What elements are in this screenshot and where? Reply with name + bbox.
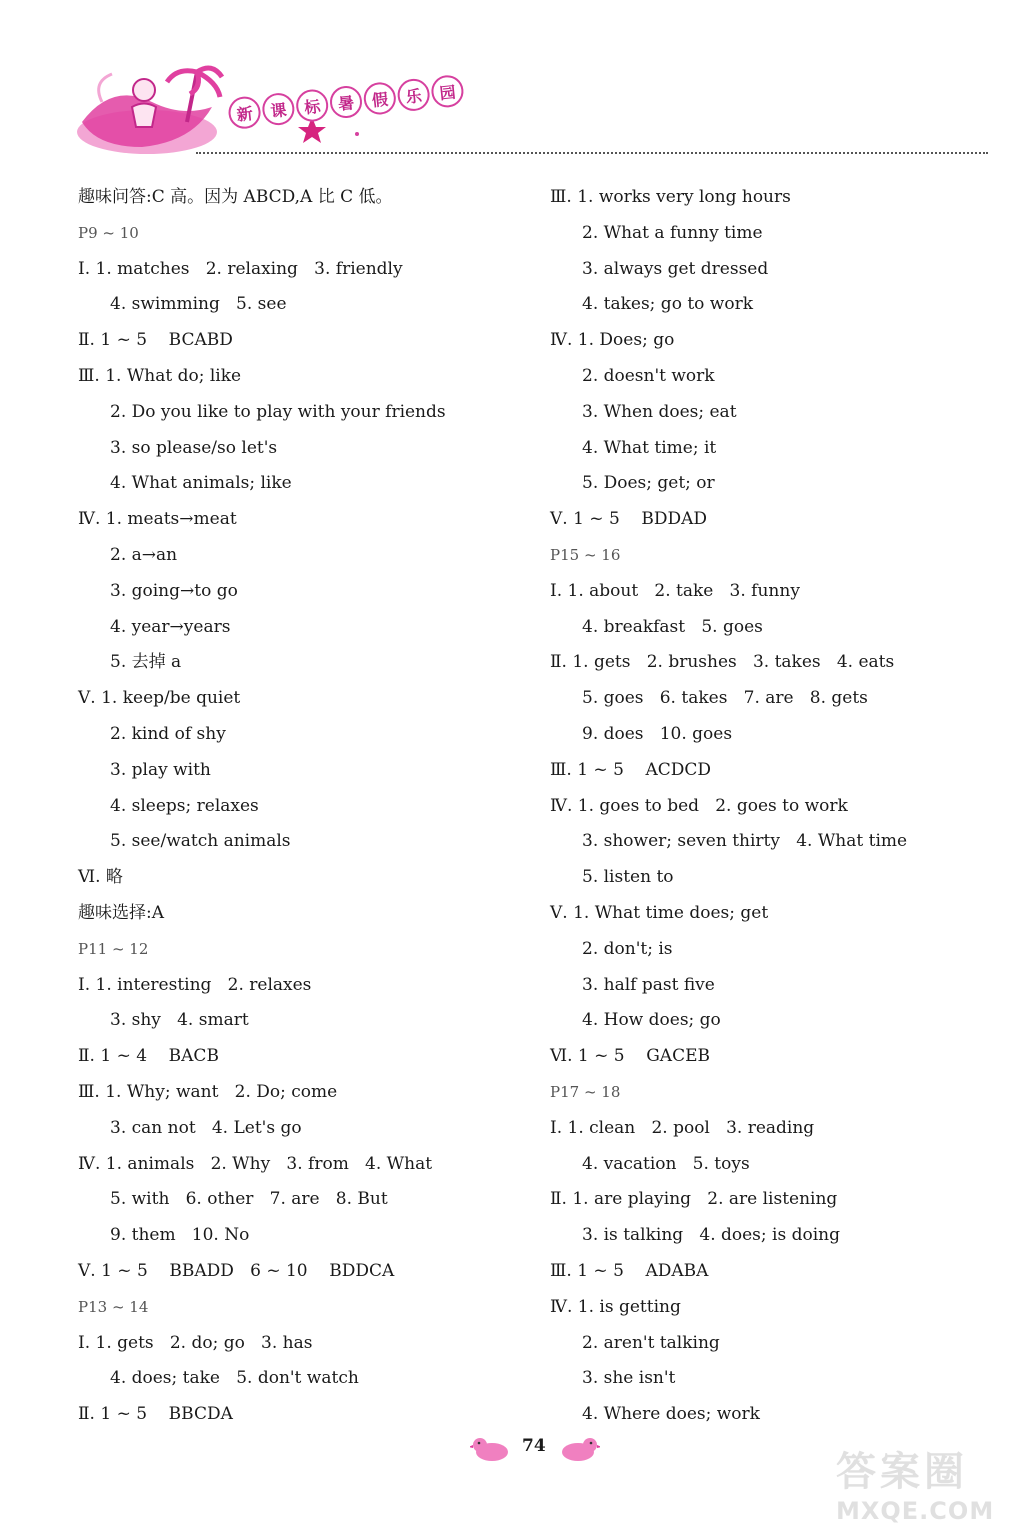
watermark-logo-text: 答案圈 — [836, 1449, 968, 1495]
answer-line: Ⅲ. 1. Why; want 2. Do; come — [78, 1081, 338, 1102]
answer-line: 3. going→to go — [110, 580, 238, 601]
answer-line: 4. sleeps; relaxes — [110, 795, 259, 816]
answer-line: 4. breakfast 5. goes — [582, 616, 763, 637]
answer-line: 5. with 6. other 7. are 8. But — [110, 1189, 388, 1210]
answer-line: 4. What time; it — [582, 437, 717, 458]
answer-line: Ⅴ. 1. What time does; get — [550, 902, 769, 923]
watermark-url: MXQE.COM — [836, 1497, 995, 1525]
answer-line: 4. takes; go to work — [582, 294, 754, 315]
answer-line: 3. can not 4. Let's go — [110, 1117, 302, 1138]
answer-line: 5. see/watch animals — [110, 831, 291, 852]
answer-line: Ⅳ. 1. meats→meat — [78, 509, 237, 530]
answer-column-left — [78, 180, 518, 1433]
answer-line: 5. Does; get; or — [582, 473, 715, 494]
answer-line: 3. always get dressed — [582, 258, 769, 279]
answer-line: Ⅱ. 1 ~ 5 BBCDA — [78, 1404, 233, 1425]
answer-line: 5. 去掉 a — [110, 652, 182, 673]
answer-line: Ⅴ. 1 ~ 5 BBADD 6 ~ 10 BDDCA — [78, 1260, 395, 1281]
banner-char: 标 — [295, 88, 330, 123]
answer-line: 9. does 10. goes — [582, 723, 733, 744]
answer-line: Ⅵ. 略 — [78, 867, 123, 888]
answer-line: 3. shower; seven thirty 4. What time — [582, 831, 908, 852]
answer-line: 2. Do you like to play with your friends — [110, 401, 446, 422]
answer-line: Ⅲ. 1. works very long hours — [550, 187, 791, 207]
banner-char: 乐 — [396, 77, 431, 112]
answer-line: Ⅰ. 1. interesting 2. relaxes — [78, 974, 312, 995]
page-number: 74 — [522, 1436, 546, 1456]
answer-line: 3. When does; eat — [582, 401, 737, 422]
answer-line: 4. year→years — [110, 616, 231, 637]
answer-line: 4. does; take 5. don't watch — [110, 1368, 359, 1389]
watermark — [836, 1440, 1006, 1530]
answer-column-right — [550, 180, 990, 1433]
answer-line: 5. goes 6. takes 7. are 8. gets — [582, 688, 868, 709]
answer-line: Ⅴ. 1. keep/be quiet — [78, 688, 241, 709]
answer-line: Ⅲ. 1. What do; like — [78, 365, 242, 386]
section-heading: P13 ~ 14 — [78, 1297, 149, 1316]
answer-line: 3. is talking 4. does; is doing — [582, 1225, 840, 1246]
answer-line: 4. Where does; work — [582, 1404, 760, 1425]
answer-line: 5. listen to — [582, 867, 674, 888]
answer-line: Ⅳ. 1. animals 2. Why 3. from 4. What — [78, 1153, 433, 1174]
answer-line: 3. she isn't — [582, 1368, 676, 1389]
answer-line: Ⅳ. 1. is getting — [550, 1296, 681, 1317]
answer-line: Ⅱ. 1 ~ 4 BACB — [78, 1046, 219, 1067]
answer-line: Ⅰ. 1. gets 2. do; go 3. has — [78, 1332, 313, 1353]
section-heading: P15 ~ 16 — [550, 545, 621, 564]
answer-line: Ⅳ. 1. Does; go — [550, 330, 675, 351]
answer-line: Ⅱ. 1. gets 2. brushes 3. takes 4. eats — [550, 652, 895, 673]
duck-icon — [470, 1434, 510, 1464]
answer-line: Ⅰ. 1. clean 2. pool 3. reading — [550, 1117, 815, 1138]
answer-line: 2. aren't talking — [582, 1332, 720, 1353]
section-heading: P9 ~ 10 — [78, 223, 139, 242]
answer-line: 2. a→an — [110, 544, 178, 565]
answer-line: 2. don't; is — [582, 938, 673, 959]
answer-line: 趣味问答:C 高。因为 ABCD,A 比 C 低。 — [78, 187, 393, 207]
answer-line: Ⅳ. 1. goes to bed 2. goes to work — [550, 795, 848, 816]
answer-line: Ⅰ. 1. about 2. take 3. funny — [550, 580, 800, 601]
answer-line: 趣味选择:A — [78, 902, 165, 923]
banner-char: 新 — [227, 95, 262, 130]
answer-line: Ⅱ. 1. are playing 2. are listening — [550, 1189, 838, 1210]
answer-line: Ⅲ. 1 ~ 5 ACDCD — [550, 759, 712, 780]
answer-line: Ⅲ. 1 ~ 5 ADABA — [550, 1260, 709, 1281]
duck-icon — [560, 1434, 600, 1464]
answer-line: 4. What animals; like — [110, 473, 292, 494]
answer-line: 3. play with — [110, 759, 211, 780]
answer-line: Ⅰ. 1. matches 2. relaxing 3. friendly — [78, 258, 403, 279]
answer-line: 2. kind of shy — [110, 723, 226, 744]
banner-char: 园 — [430, 74, 465, 109]
header-divider — [196, 152, 988, 154]
banner-char: 暑 — [328, 84, 363, 119]
answer-line: Ⅵ. 1 ~ 5 GACEB — [550, 1046, 710, 1067]
banner-char: 课 — [261, 92, 296, 127]
answer-line: 4. How does; go — [582, 1010, 721, 1031]
answer-line: 3. half past five — [582, 974, 715, 995]
answer-line: Ⅴ. 1 ~ 5 BDDAD — [550, 509, 708, 530]
section-heading: P17 ~ 18 — [550, 1082, 621, 1101]
section-heading: P11 ~ 12 — [78, 939, 149, 958]
answer-line: 2. doesn't work — [582, 365, 715, 386]
answer-line: 2. What a funny time — [582, 222, 763, 243]
answer-line: 3. so please/so let's — [110, 437, 278, 458]
banner-char: 假 — [362, 81, 397, 116]
answer-line: 4. vacation 5. toys — [582, 1153, 750, 1174]
answer-line: Ⅱ. 1 ~ 5 BCABD — [78, 330, 233, 351]
answer-line: 4. swimming 5. see — [110, 294, 287, 315]
answer-line: 3. shy 4. smart — [110, 1010, 249, 1031]
answer-line: 9. them 10. No — [110, 1225, 250, 1246]
